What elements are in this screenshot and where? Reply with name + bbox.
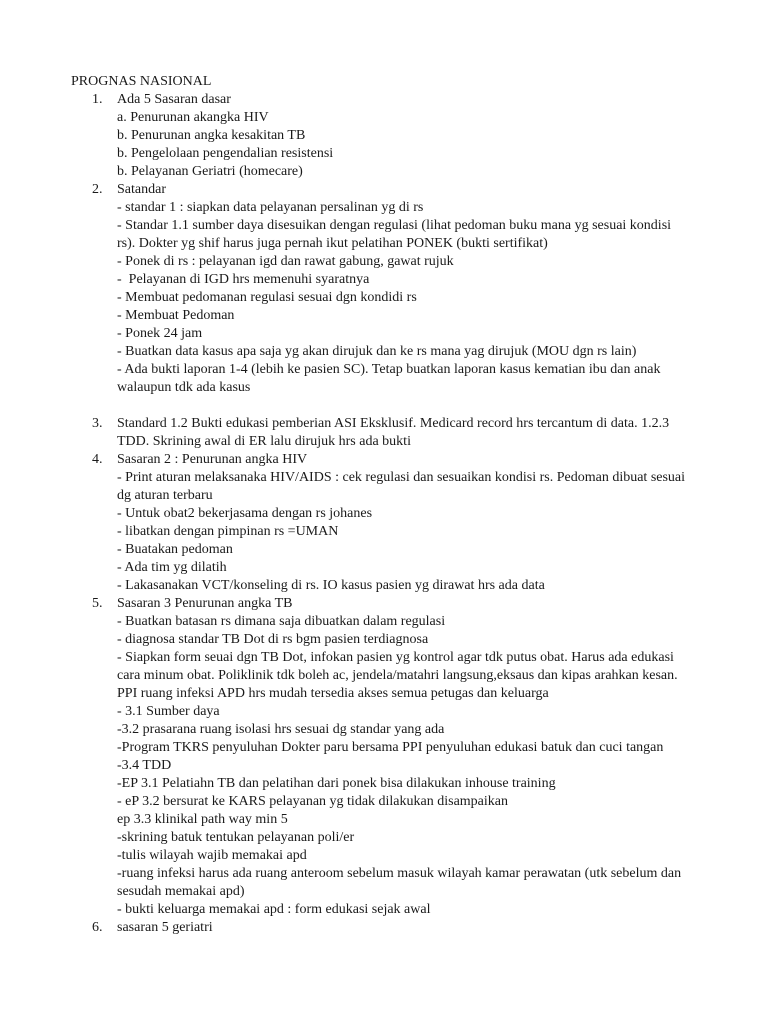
bullet-line: - diagnosa standar TB Dot di rs bgm pasien terdiagnosa [117, 632, 429, 647]
list-number: 6. [92, 920, 103, 935]
bullet-line: -EP 3.1 Pelatiahn TB dan pelatihan dari ponek bisa dilakukan inhouse training [117, 776, 556, 791]
list-number: 4. [92, 452, 103, 467]
bullet-line: -3.4 TDD [117, 758, 172, 773]
bullet-line: -3.2 prasarana ruang isolasi hrs sesuai dg standar yang ada [117, 722, 445, 737]
bullet-line: - Pelayanan di IGD hrs memenuhi syaratnya [117, 272, 370, 287]
item-heading: Sasaran 2 : Penurunan angka HIV [117, 452, 308, 467]
sub-point: b. Pelayanan Geriatri (homecare) [117, 164, 303, 179]
document-title: PROGNAS NASIONAL [71, 74, 212, 89]
list-item-5 [71, 595, 691, 919]
list-item-4 [71, 451, 691, 595]
bullet-line: - libatkan dengan pimpinan rs =UMAN [117, 524, 339, 539]
bullet-line: - Membuat Pedoman [117, 308, 235, 323]
sub-point: a. Penurunan akangka HIV [117, 110, 269, 125]
list-number: 2. [92, 182, 103, 197]
list-item-3 [71, 415, 691, 451]
bullet-line: - Buatkan data kasus apa saja yg akan dirujuk dan ke rs mana yag dirujuk (MOU dgn rs lain) [117, 344, 637, 359]
list-item-1 [71, 91, 691, 181]
bullet-line: - eP 3.2 bersurat ke KARS pelayanan yg tidak dilakukan disampaikan [117, 794, 508, 809]
list-item-6 [71, 919, 691, 937]
list-number: 1. [92, 92, 103, 107]
bullet-line: - Standar 1.1 sumber daya disesuikan dengan regulasi (lihat pedoman buku mana yg sesuai kondisi rs). Dokter yg shif harus juga pernah ikut pelatihan PONEK (bukti sertifikat) [117, 218, 675, 251]
item-heading: Ada 5 Sasaran dasar [117, 92, 231, 107]
item-heading: sasaran 5 geriatri [117, 920, 213, 935]
blank-line [117, 397, 691, 415]
bullet-line: - Membuat pedomanan regulasi sesuai dgn kondidi rs [117, 290, 417, 305]
list-number: 5. [92, 596, 103, 611]
numbered-list [71, 91, 691, 937]
bullet-line: - Siapkan form seuai dgn TB Dot, infokan pasien yg kontrol agar tdk putus obat. Harus ada edukasi cara minum obat. Poliklinik tdk boleh ac, jendela/matahri langsung,eksaus dan kipas arahkan kesan. PPI ruang infeksi APD hrs mudah tersedia akses semua petugas dan keluarga [117, 650, 682, 701]
bullet-line: - Lakasanakan VCT/konseling di rs. IO kasus pasien yg dirawat hrs ada data [117, 578, 545, 593]
bullet-line: -Program TKRS penyuluhan Dokter paru bersama PPI penyuluhan edukasi batuk dan cuci tangan [117, 740, 664, 755]
item-heading: Standard 1.2 Bukti edukasi pemberian ASI Eksklusif. Medicard record hrs tercantum di data. 1.2.3 TDD. Skrining awal di ER lalu dirujuk hrs ada bukti [117, 416, 673, 449]
bullet-line: - Buatakan pedoman [117, 542, 233, 557]
item-heading: Sasaran 3 Penurunan angka TB [117, 596, 293, 611]
bullet-line: - Untuk obat2 bekerjasama dengan rs johanes [117, 506, 373, 521]
bullet-line: -skrining batuk tentukan pelayanan poli/er [117, 830, 355, 845]
bullet-line: - 3.1 Sumber daya [117, 704, 220, 719]
bullet-line: ep 3.3 klinikal path way min 5 [117, 812, 288, 827]
bullet-line: - standar 1 : siapkan data pelayanan persalinan yg di rs [117, 200, 424, 215]
bullet-line: -tulis wilayah wajib memakai apd [117, 848, 307, 863]
list-item-2 [71, 181, 691, 415]
bullet-line: - Buatkan batasan rs dimana saja dibuatkan dalam regulasi [117, 614, 446, 629]
item-heading: Satandar [117, 182, 166, 197]
sub-point: b. Penurunan angka kesakitan TB [117, 128, 306, 143]
bullet-line: - Print aturan melaksanaka HIV/AIDS : cek regulasi dan sesuaikan kondisi rs. Pedoman dibuat sesuai dg aturan terbaru [117, 470, 689, 503]
bullet-line: - Ponek di rs : pelayanan igd dan rawat gabung, gawat rujuk [117, 254, 454, 269]
list-number: 3. [92, 416, 103, 431]
sub-point: b. Pengelolaan pengendalian resistensi [117, 146, 334, 161]
bullet-line: - bukti keluarga memakai apd : form edukasi sejak awal [117, 902, 431, 917]
bullet-line: - Ada bukti laporan 1-4 (lebih ke pasien SC). Tetap buatkan laporan kasus kematian ibu dan anak walaupun tdk ada kasus [117, 362, 664, 395]
bullet-line: - Ponek 24 jam [117, 326, 203, 341]
bullet-line: - Ada tim yg dilatih [117, 560, 227, 575]
bullet-line: -ruang infeksi harus ada ruang anteroom sebelum masuk wilayah kamar perawatan (utk sebelum dan sesudah memakai apd) [117, 866, 685, 899]
